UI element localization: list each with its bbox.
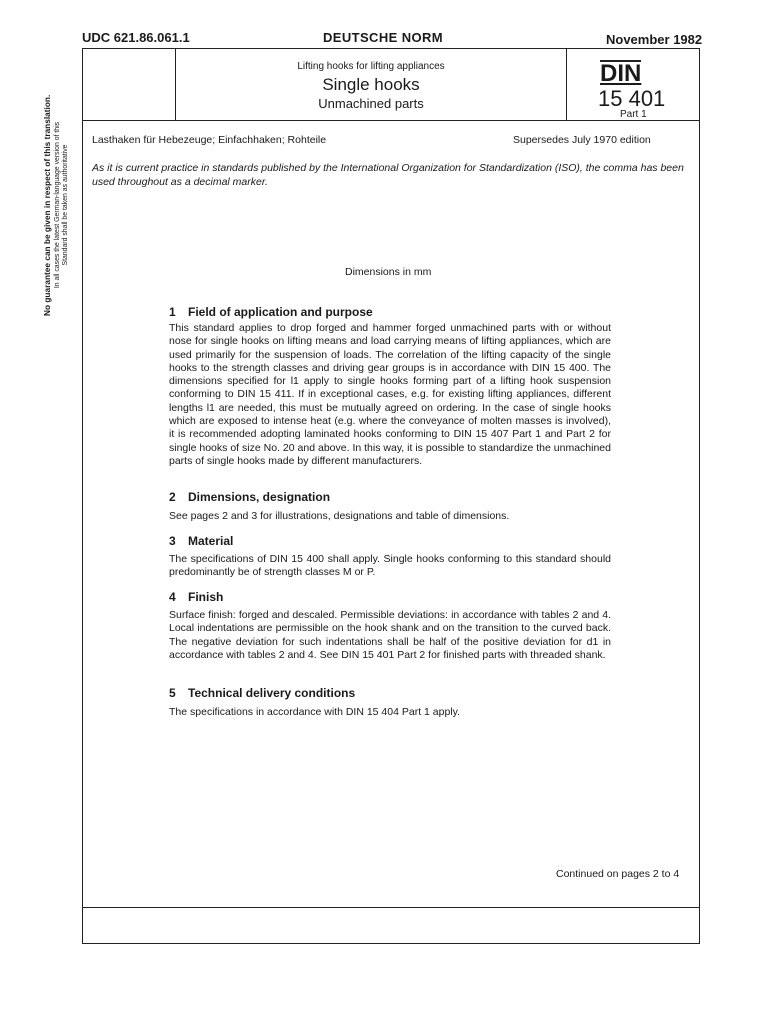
section-5-number: 5 bbox=[169, 686, 176, 700]
issue-date: November 1982 bbox=[606, 32, 703, 47]
side-disclaimer-line2b: Standard shall be taken as authoritative bbox=[62, 144, 70, 266]
section-1-number: 1 bbox=[169, 305, 176, 319]
section-1-title: Field of application and purpose bbox=[188, 305, 373, 319]
side-disclaimer-line2 bbox=[54, 100, 70, 310]
section-3-text: The specifications of DIN 15 400 shall apply. Single hooks conforming to this standard should predominantly be of strength classes M or P. bbox=[169, 553, 611, 579]
document-subject: Lifting hooks for lifting appliances bbox=[297, 61, 445, 72]
german-title: Lasthaken für Hebezeuge; Einfachhaken; Rohteile bbox=[92, 134, 327, 146]
section-4-number: 4 bbox=[169, 590, 176, 604]
document-title: Single hooks bbox=[322, 75, 420, 94]
udc-number: UDC 621.86.061.1 bbox=[82, 30, 190, 45]
section-3-heading bbox=[169, 534, 233, 548]
continued-note: Continued on pages 2 to 4 bbox=[556, 868, 680, 880]
section-2-heading bbox=[169, 490, 330, 504]
section-3-number: 3 bbox=[169, 534, 176, 548]
footer-divider bbox=[83, 907, 699, 908]
side-disclaimer-line1: No guarantee can be given in respect of this translation. bbox=[42, 94, 52, 316]
section-5-heading bbox=[169, 686, 355, 700]
section-2-text: See pages 2 and 3 for illustrations, designations and table of dimensions. bbox=[169, 510, 510, 522]
section-4-title: Finish bbox=[188, 590, 224, 604]
document-subtitle: Unmachined parts bbox=[318, 96, 424, 111]
decimal-marker-note: As it is current practice in standards published by the International Organization for Standardization (ISO), the comma has been used throughout as a decimal marker. bbox=[92, 162, 684, 188]
section-1-text: This standard applies to drop forged and hammer forged unmachined parts with or without nose for single hooks on lifting means and load carrying means of lifting appliances, which are used primarily for the suspension of loads. The correlation of the lifting capacity of the single hooks to the strength classes and driving gear groups is in accordance with DIN 15 400. The dimensions specified for l1 apply to single hooks forming part of a lifting hook suspension conforming to DIN 15 411. If in exceptional cases, e.g. for existing lifting appliances, different lengths l1 are needed, this must be mutually agreed on ordering. In the case of single hooks which are exposed to intense heat (e.g. where the conveyance of molten masses is involved), it is recommended adopting laminated hooks conforming to DIN 15 407 Part 1 and Part 2 for single hooks of size No. 20 and above. In this way, it is possible to standardize the unmachined parts of single hooks made by different manufacturers. bbox=[169, 322, 611, 467]
section-1-heading bbox=[169, 305, 373, 319]
section-3-title: Material bbox=[188, 534, 234, 548]
section-2-number: 2 bbox=[169, 490, 176, 504]
supersedes-edition: Supersedes July 1970 edition bbox=[513, 134, 651, 146]
section-5-title: Technical delivery conditions bbox=[188, 686, 356, 700]
section-4-text: Surface finish: forged and descaled. Permissible deviations: in accordance with tables 2 and 4. Local indentations are permissible on the hook shank and on the transition to the curved back. The negative deviation for such indentations shall be half of the positive deviation for d1 in accordance with tables 2 and 4. See DIN 15 401 Part 2 for finished parts with threaded shank. bbox=[169, 609, 611, 661]
section-4-heading bbox=[169, 590, 223, 604]
section-2-title: Dimensions, designation bbox=[188, 490, 331, 504]
din-logo: DIN bbox=[600, 60, 642, 87]
din-part: Part 1 bbox=[620, 109, 647, 120]
side-disclaimer bbox=[40, 48, 80, 316]
side-disclaimer-line2a: In all cases the latest German-language version of this bbox=[54, 121, 61, 289]
section-5-text: The specifications in accordance with DIN 15 404 Part 1 apply. bbox=[169, 706, 461, 718]
norm-label: DEUTSCHE NORM bbox=[323, 30, 444, 45]
din-number: 15 401 bbox=[598, 86, 666, 111]
title-block-divider bbox=[83, 120, 699, 121]
title-block-right-divider bbox=[566, 48, 567, 120]
dimensions-note: Dimensions in mm bbox=[345, 266, 432, 278]
